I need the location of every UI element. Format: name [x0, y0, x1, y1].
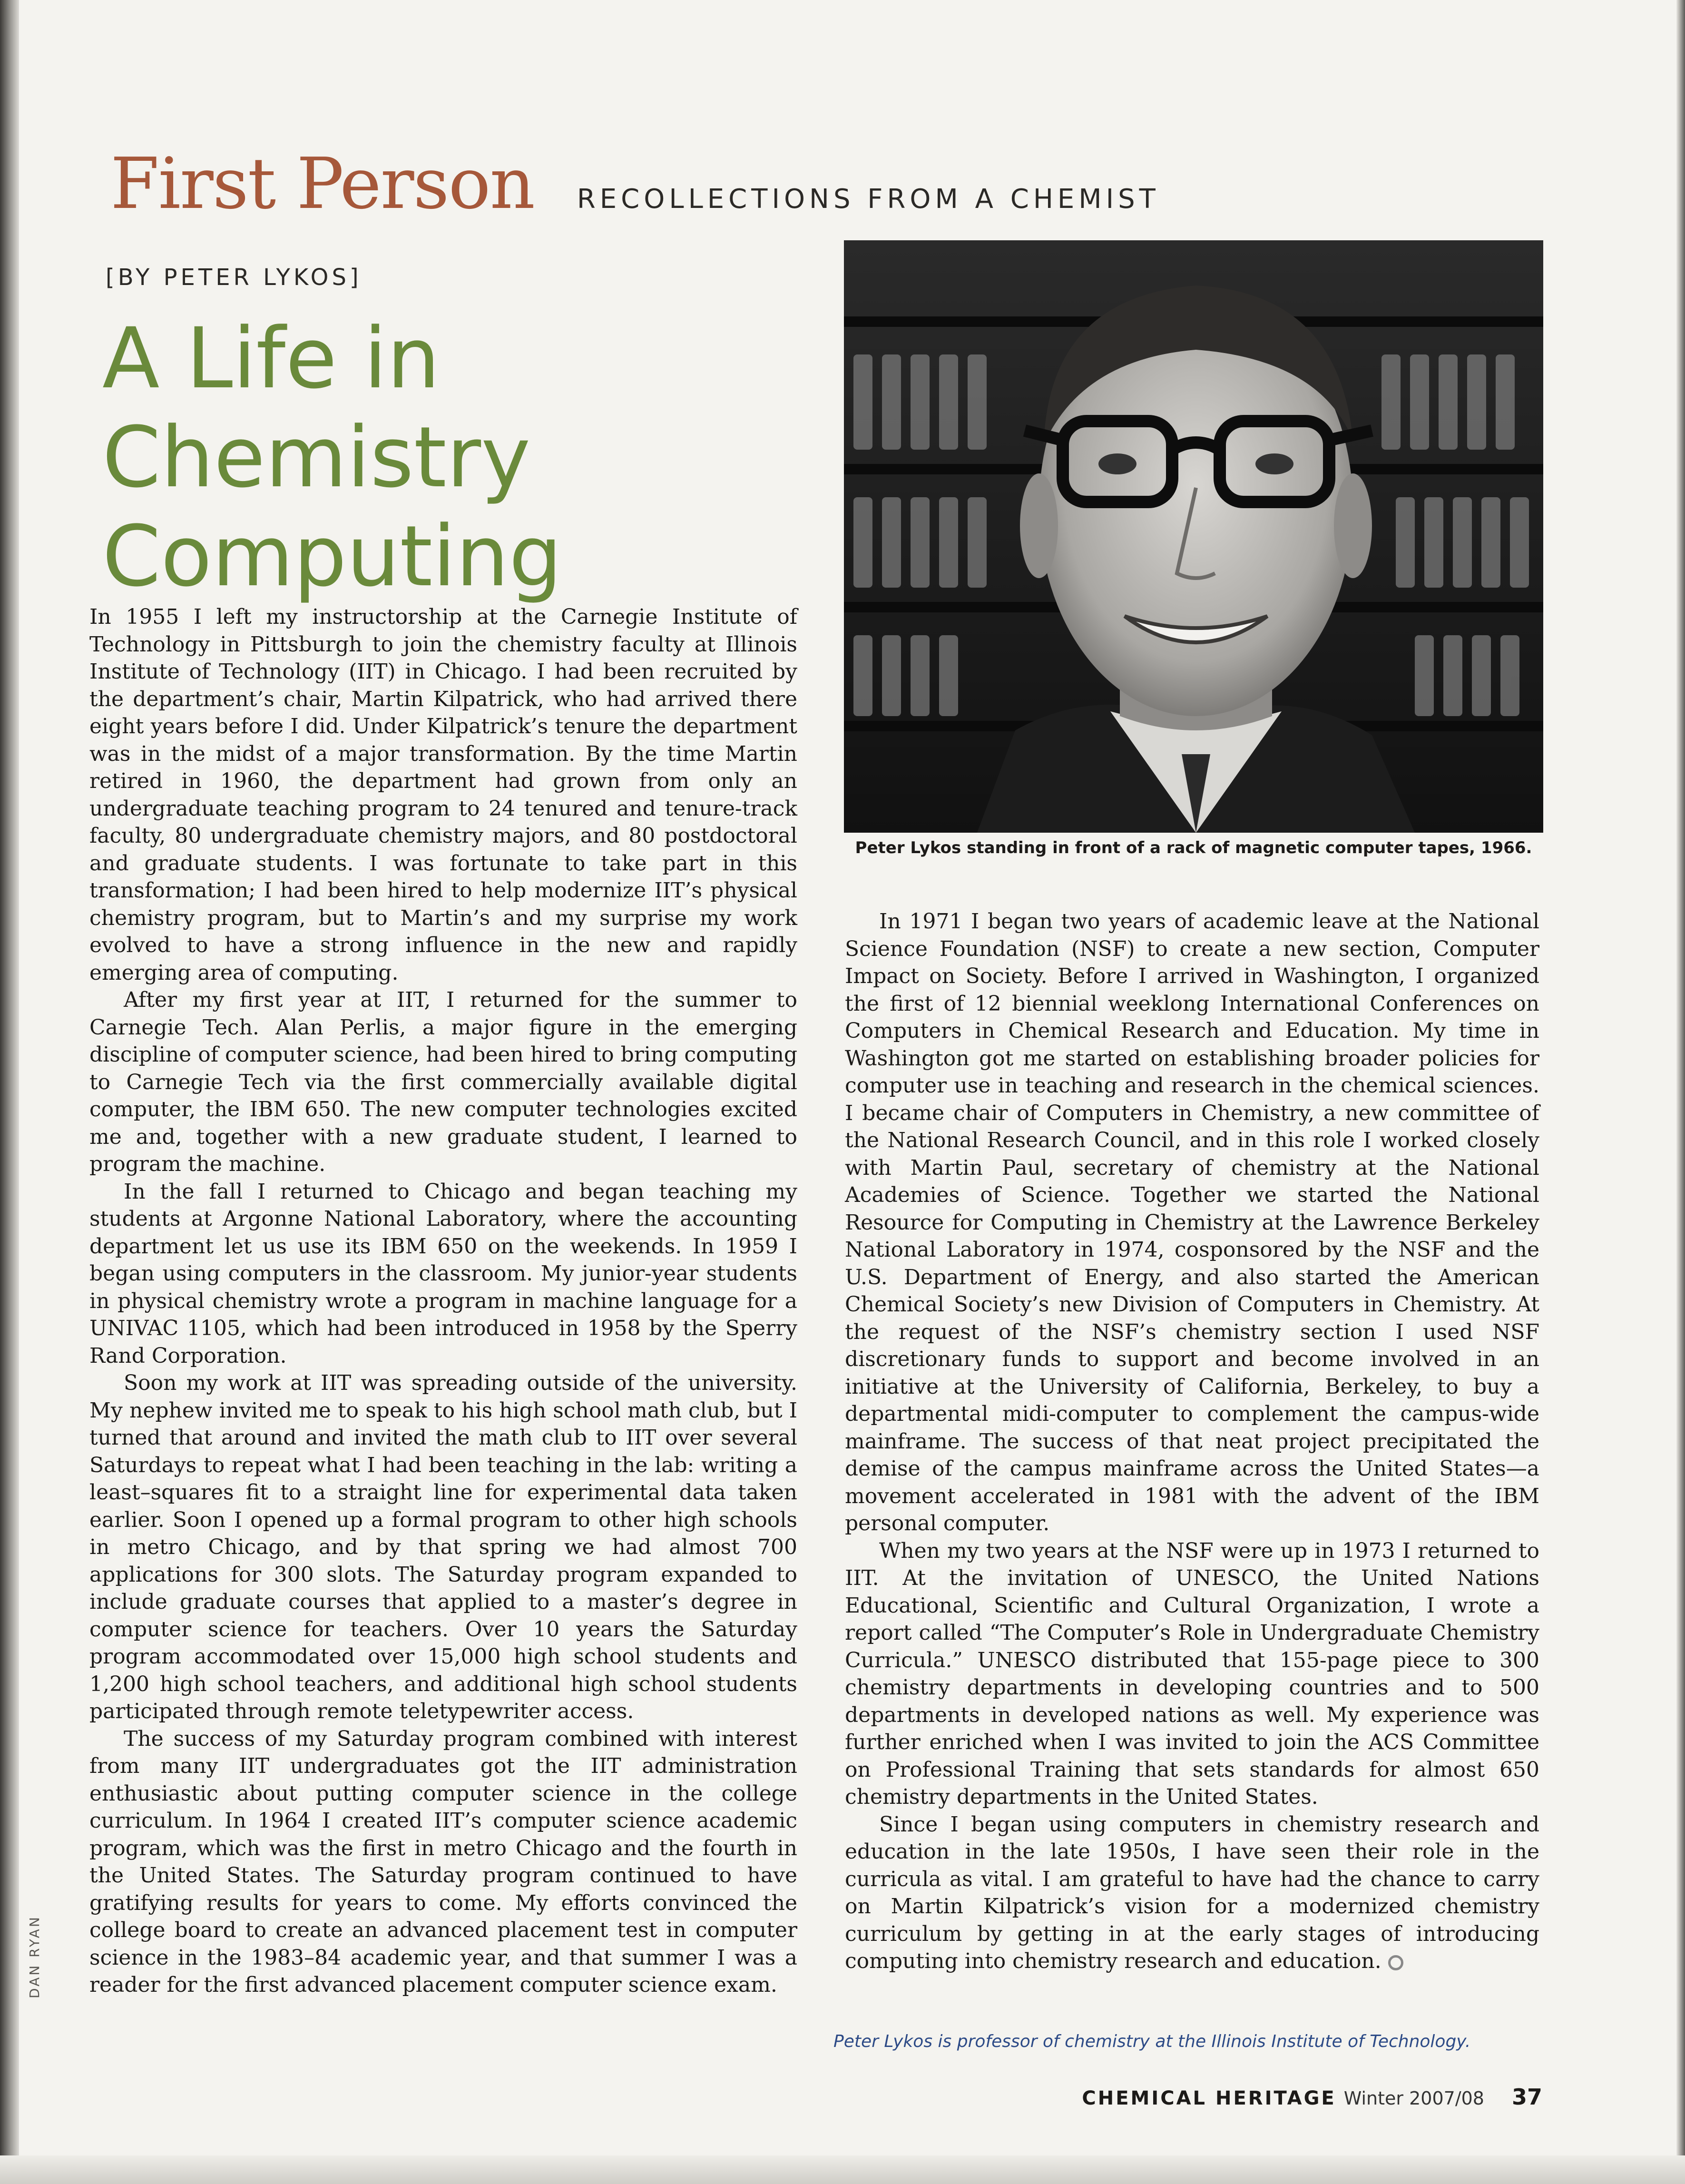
paragraph: When my two years at the NSF were up in 1973 I returned to IIT. At the invitation of UNESCO, the United Nations Educational, Scientific and Cultural Organization, I wrote a report called “The Computer’s Role in Undergraduate Chemistry Curricula.” UNESCO distributed that 155-page piece to 300 chemistry departments in developing countries and to 500 departments in developed nations as well. My experience was further enriched when I was invited to join the ACS Committee on Professional Training that sets standards for almost 650 chemistry departments in the United States.	[845, 1538, 1539, 1809]
section-subtitle: RECOLLECTIONS FROM A CHEMIST	[577, 184, 1160, 215]
paragraph-text: Since I began using computers in chemistry research and education in the late 1950s, I have seen their role in the curricula as vital. I am grateful to have had the chance to carry on Martin Kilpatrick’s vision for a modernized chemistry curriculum by getting in at the early stages of introducing computing into chemistry research and education.	[845, 1812, 1539, 1973]
paragraph: The success of my Saturday program combined with interest from many IIT undergraduates got the IIT administration enthusiastic about putting computer science in the college curriculum. In 1964 I created IIT’s computer science academic program, which was the first in metro Chicago and the fourth in the United States. The Saturday program continued to have gratifying results for years to come. My efforts convinced the college board to create an advanced placement test in computer science in the 1983–84 academic year, and that summer I was a reader for the first advanced placement computer science exam.	[89, 1726, 797, 1997]
headline-line-1: A Life in	[102, 310, 440, 407]
paragraph	[845, 1811, 1539, 1975]
paragraph: After my first year at IIT, I returned for the summer to Carnegie Tech. Alan Perlis, a major figure in the emerging discipline of computer science, had been hired to bring computing to Carnegie Tech via the first commercially available digital computer, the IBM 650. The new computer technologies excited me and, together with a new graduate student, I learned to program the machine.	[89, 988, 797, 1176]
page-bottom-edge	[0, 2155, 1685, 2184]
section-header	[110, 143, 1160, 233]
headline-line-3: Computing	[102, 508, 562, 605]
page-number: 37	[1511, 2084, 1542, 2110]
page-footer	[1082, 2084, 1542, 2110]
end-mark-icon	[1388, 1955, 1403, 1970]
paragraph: Soon my work at IIT was spreading outside of the university. My nephew invited me to speak to his high school math club, but I turned that around and invited the math club to IIT over several Saturdays to repeat what I had been teaching in the lab: writing a least–squares fit to a straight line for experimental data taken earlier. Soon I opened up a formal program to other high schools in metro Chicago, and by that spring we had almost 700 applications for 300 slots. The Saturday program expanded to include graduate courses that applied to a master’s degree in computer science for teachers. Over 10 years the Saturday program accommodated over 15,000 high school students and 1,200 high school teachers, and additional high school students participated through remote teletypewriter access.	[89, 1371, 797, 1723]
issue-date: Winter 2007/08	[1343, 2088, 1484, 2109]
photo-caption: Peter Lykos standing in front of a rack of magnetic computer tapes, 1966.	[855, 838, 1532, 857]
byline: [BY PETER LYKOS]	[106, 264, 362, 291]
article-headline	[102, 309, 626, 606]
page-right-edge	[1676, 0, 1685, 2184]
portrait-illustration	[844, 240, 1543, 833]
paragraph: In 1971 I began two years of academic leave at the National Science Foundation (NSF) to create a new section, Computer Impact on Society. Before I arrived in Washington, I organized the first of 12 biennial weeklong International Conferences on Computers in Chemical Research and Education. My time in Washington got me started on establishing broader policies for computer use in teaching and research in the chemical sciences. I became chair of Computers in Chemistry, a new committee of the National Research Council, and in this role I worked closely with Martin Paul, secretary of chemistry at the National Academies of Science. Together we started the National Resource for Computing in Chemistry at the Lawrence Berkeley National Laboratory in 1974, cosponsored by the NSF and the U.S. Department of Energy, and also started the American Chemical Society’s new Division of Computers in Chemistry. At the request of the NSF’s chemistry section I used NSF discretionary funds to support and become involved in an initiative at the University of California, Berkeley, to buy a departmental midi-computer to complement the campus-wide mainframe. The success of that neat project precipitated the demise of the campus mainframe across the United States—a movement accelerated in 1981 with the advent of the IBM personal computer.	[845, 909, 1539, 1535]
article-column-right	[845, 908, 1539, 1975]
article-column-left	[89, 603, 797, 1999]
paragraph: In the fall I returned to Chicago and began teaching my students at Argonne National Laboratory, where the accounting department let us use its IBM 650 on the weekends. In 1959 I began using computers in the classroom. My junior-year students in physical chemistry wrote a program in machine language for a UNIVAC 1105, which had been introduced in 1958 by the Sperry Rand Corporation.	[89, 1179, 797, 1368]
paragraph: In 1955 I left my instructorship at the Carnegie Institute of Technology in Pittsburgh to join the chemistry faculty at Illinois Institute of Technology (IIT) in Chicago. I had been recruited by the department’s chair, Martin Kilpatrick, who had arrived there eight years before I did. Under Kilpatrick’s tenure the department was in the midst of a major transformation. By the time Martin retired in 1960, the department had grown from only an undergraduate teaching program to 24 tenured and tenure-track faculty, 80 undergraduate chemistry majors, and 80 postdoctoral and graduate students. I was fortunate to take part in this transformation; I had been hired to help modernize IIT’s physical chemistry program, but to Martin’s and my surprise my work evolved to have a strong influence in the new and rapidly emerging area of computing.	[89, 605, 797, 985]
portrait-photo	[844, 240, 1543, 833]
page-binding	[0, 0, 19, 2184]
headline-line-2: Chemistry	[102, 409, 531, 506]
photo-credit: DAN RYAN	[27, 1915, 42, 1998]
publication-name: CHEMICAL HERITAGE	[1082, 2087, 1336, 2109]
section-title: First Person	[110, 143, 534, 225]
author-bio: Peter Lykos is professor of chemistry at the Illinois Institute of Technology.	[833, 2032, 1471, 2051]
